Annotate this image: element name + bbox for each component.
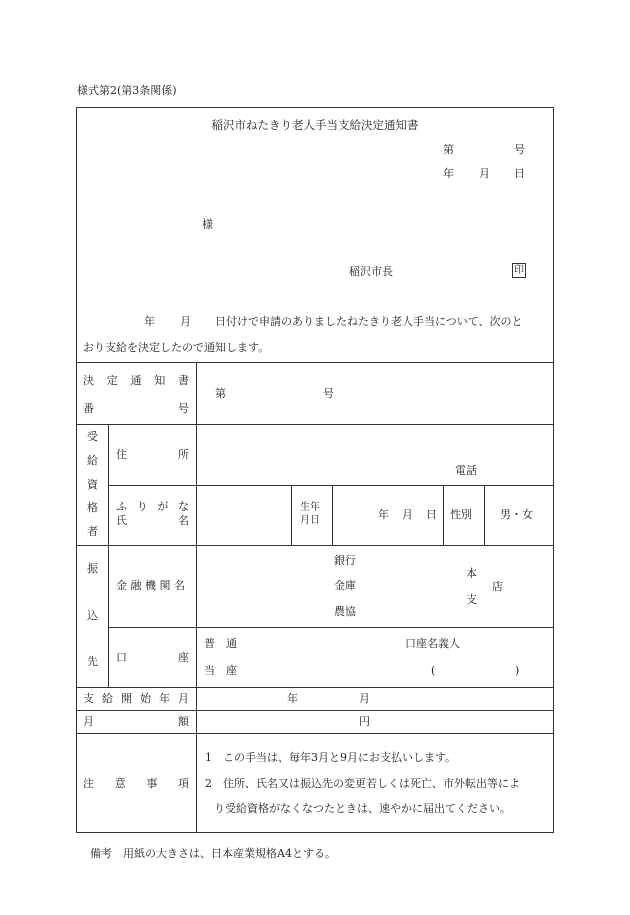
label-char: 込 [87,608,98,622]
divider [108,485,554,486]
divider [484,485,485,545]
divider [76,424,554,425]
bank-type-bank: 銀行 [334,554,356,567]
account-label [116,652,189,663]
divider [76,362,554,363]
divider [332,485,333,545]
label-char: 書 [178,374,189,387]
date-year: 年 [443,167,454,180]
label-char: 通 [130,374,142,387]
holder-paren-open: ( [431,664,436,677]
birth-label-2: 月日 [300,515,320,526]
gender-value: 男・女 [500,508,533,521]
label-char: 知 [154,374,166,387]
account-type-current: 当 座 [204,664,237,677]
body-line2: おり支給を決定したので通知します。 [83,341,270,354]
doc-no-suffix: 号 [514,143,525,156]
holder-label: 口座名義人 [405,637,460,650]
label-char: 決 [83,374,94,387]
label-char: 始 [140,692,151,705]
label-char: 支 [83,692,94,705]
seal-stamp: 印 [514,265,524,276]
branch-suffix: 店 [492,580,503,593]
gender-label: 性別 [450,508,472,521]
form-label: 様式第2(第3条関係) [77,84,177,97]
label-char: 氏 [116,514,127,527]
notice-number-suffix: 号 [323,387,334,400]
phone-label: 電話 [455,464,477,477]
body-month: 月 [180,315,191,328]
notice-number-label-1 [83,375,189,386]
label-char: 資 [87,477,98,491]
label-char: 格 [87,501,98,515]
label-char: 事 [146,777,158,790]
divider [108,627,554,628]
birth-year: 年 [378,508,389,521]
label-char: 額 [178,715,189,728]
holder-paren-close: ) [515,664,520,677]
document-title: 稲沢市ねたきり老人手当支給決定通知書 [211,118,419,132]
label-char: 座 [178,651,189,664]
birth-day: 日 [426,508,437,521]
divider [443,485,444,545]
label-char: 口 [116,651,127,664]
address-label [116,449,189,460]
label-char: 給 [87,453,98,467]
label-char: 意 [114,777,126,790]
addressee-suffix: 様 [202,218,213,231]
label-char: 項 [177,777,189,790]
bank-label: 金融機関名 [116,579,189,592]
bank-type-shinkin: 金庫 [334,579,356,592]
label-char: 振 [87,562,98,575]
issuer: 稲沢市長 [349,265,393,278]
label-char: 定 [106,374,118,387]
transfer-group-label [86,563,99,667]
divider [108,545,109,687]
label-char: 月 [83,715,94,728]
label-char: 開 [121,692,132,705]
label-char: 番 [83,402,94,415]
notice-number-prefix: 第 [215,387,226,400]
divider [76,545,554,546]
birth-label-1: 生年 [300,502,320,513]
branch-main: 本 [466,567,477,580]
divider [291,485,292,545]
body-year: 年 [144,315,155,328]
label-char: 給 [102,692,113,705]
label-char: 年 [159,692,170,705]
label-char: 号 [178,402,189,415]
birth-month: 月 [402,508,413,521]
branch-sub: 支 [466,593,477,606]
label-char: が [157,500,169,513]
label-char: 受 [87,430,98,443]
account-type-ordinary: 普 通 [204,637,237,650]
date-day: 日 [514,167,525,180]
divider [76,733,554,734]
label-char: ふ [116,500,127,513]
date-month: 月 [479,167,490,180]
label-char: り [136,500,148,513]
monthly-unit: 円 [359,715,370,728]
footer-note: 備考 用紙の大きさは、日本産業規格A4とする。 [90,847,336,860]
bank-type-nokyo: 農協 [334,605,356,618]
notes-label [83,778,189,789]
label-char: 住 [116,448,127,461]
doc-no-prefix: 第 [443,143,454,156]
label-char: 所 [178,448,189,461]
label-char: 者 [87,525,98,538]
notice-number-label-2 [83,403,189,414]
recipient-group-label [86,431,99,537]
label-char: 名 [178,514,189,527]
note-item-2-line1: 2 住所、氏名又は振込先の変更若しくは死亡、市外転出等によ [205,777,520,790]
label-char: 先 [87,655,98,668]
start-label [83,693,189,704]
divider [196,362,197,833]
divider [108,424,109,545]
divider [76,687,554,688]
body-line1: 日付けで申請のありましたねたきり老人手当について、次のと [215,315,523,328]
label-char: 注 [83,777,94,790]
note-item-1: 1 この手当は、毎年3月と9月にお支払いします。 [205,751,457,764]
label-char: 月 [178,692,189,705]
furigana-label [116,501,189,512]
note-item-2-line2: り受給資格がなくなつたときは、速やかに届出てください。 [214,802,511,815]
divider [76,710,554,711]
monthly-label [83,716,189,727]
name-label [116,515,189,526]
label-char: な [177,500,189,513]
start-month: 月 [359,692,370,705]
start-year: 年 [287,692,298,705]
